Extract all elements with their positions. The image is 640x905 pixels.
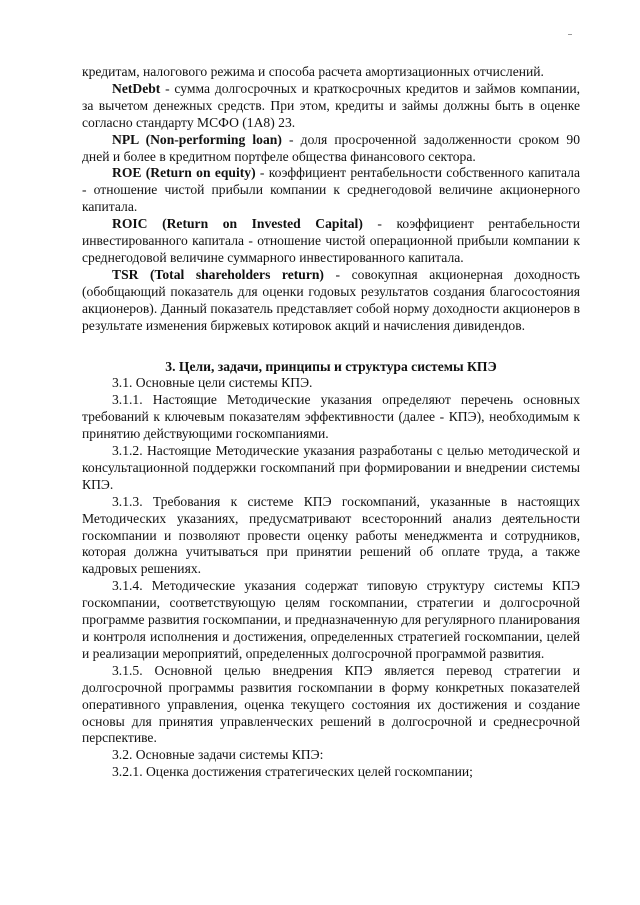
item-3-1: 3.1. Основные цели системы КПЭ. (112, 375, 313, 391)
item-3-2: 3.2. Основные задачи системы КПЭ: (112, 747, 324, 763)
definition-netdebt (82, 81, 580, 132)
definition-npl (82, 132, 580, 166)
definition-term: NetDebt (112, 80, 161, 96)
intro-paragraph: кредитам, налогового режима и способа расчета амортизационных отчислений. (82, 64, 544, 79)
definition-roe (82, 165, 580, 216)
document-page (82, 64, 580, 781)
definition-text: - коэффициент рентабельности инвестированного капитала - отношение чистой операционной прибыли компании к среднегодовой величине суммарного инвестированного капитала. (82, 216, 580, 265)
item-3-2-1: 3.2.1. Оценка достижения стратегических целей госкомпании; (112, 764, 473, 780)
item-3-1-2: 3.1.2. Настоящие Методические указания разработаны с целью методической и консультационной поддержки госкомпаний при формировании и внедрении системы КПЭ. (82, 443, 580, 492)
definition-roic (82, 216, 580, 267)
definition-term: TSR (Total shareholders return) (112, 266, 324, 282)
definition-text: - доля просроченной задолженности сроком 90 дней и более в кредитном портфеле общества финансового сектора. (82, 131, 580, 164)
section-heading: 3. Цели, задачи, принципы и структура системы КПЭ (165, 358, 497, 374)
definition-term: ROE (Return on equity) (112, 165, 256, 181)
definition-text: - коэффициент рентабельности собственного капитала - отношение чистой прибыли компании к среднегодовой величине акционерного капитала. (82, 165, 580, 215)
item-3-1-4: 3.1.4. Методические указания содержат типовую структуру системы КПЭ госкомпании, соответствующую целям госкомпании, стратегии и долгосрочной программе развития госкомпании, и предназначенную для регулярного планирования и контроля исполнения и достижения, определенных стратегией госкомпании, целей и реализации мероприятий, определенных долгосрочной программой развития. (82, 578, 580, 661)
definition-term: NPL (Non-performing loan) (112, 131, 282, 147)
corner-mark (568, 34, 572, 35)
definition-term: ROIC (Return on Invested Capital) (112, 216, 363, 232)
definition-text: - совокупная акционерная доходность (обобщающий показатель для оценки годовых результатов создания благосостояния акционеров). Данный показатель представляет собой норму доходности акционеров в результате изменения биржевых котировок акций и начисления дивидендов. (82, 266, 581, 333)
definition-text: - сумма долгосрочных и краткосрочных кредитов и займов компании, за вычетом денежных средств. При этом, кредиты и займы должны быть в оценке согласно стандарту МСФО (1А8) 23. (82, 80, 580, 130)
definition-tsr (82, 267, 580, 335)
item-3-1-3: 3.1.3. Требования к системе КПЭ госкомпаний, указанные в настоящих Методических указаниях, предусматривают всесторонний анализ деятельности госкомпании и позволяют провести оценку работы менеджмента и сотрудников, которая должна учитываться при принятии решений об оплате труда, а также кадровых решениях. (82, 493, 580, 577)
item-3-1-1: 3.1.1. Настоящие Методические указания определяют перечень основных требований к ключевым показателям эффективности (далее - КПЭ), необходимым к принятию действующими госкомпаниями. (82, 392, 580, 442)
item-3-1-5: 3.1.5. Основной целью внедрения КПЭ является перевод стратегии и долгосрочной программы развития госкомпании в форму конкретных показателей оперативного управления, оценка текущего состояния их достижения и создание основы для принятия управленческих решений в долгосрочной и среднесрочной перспективе. (82, 662, 580, 746)
